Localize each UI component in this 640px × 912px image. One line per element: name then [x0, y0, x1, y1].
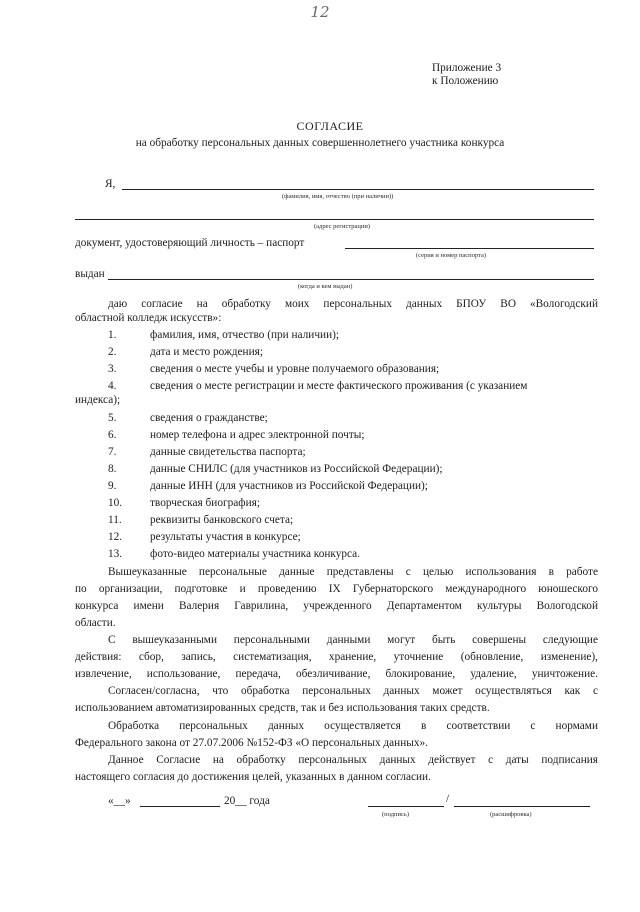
list-item-text: сведения о месте учебы и уровне получаемого образования; — [150, 363, 440, 375]
issued-caption: (когда и кем выдан) — [298, 283, 353, 290]
list-item-text: фото-видео материалы участника конкурса. — [150, 548, 361, 560]
list-item-continuation: индекса); — [75, 394, 121, 406]
list-item-number: 13. — [108, 548, 123, 560]
decode-line[interactable] — [454, 806, 590, 807]
list-item-text: дата и место рождения; — [150, 346, 263, 358]
list-item-text: данные свидетельства паспорта; — [150, 446, 306, 458]
list-item-number: 2. — [108, 346, 117, 358]
list-item-number: 3. — [108, 363, 117, 375]
page-number: 12 — [310, 3, 330, 21]
paragraph-line: действия: сбор, запись, систематизация, хранение, уточнение (обновление, изменение), — [75, 651, 598, 663]
paragraph-line: области. — [75, 617, 116, 629]
i-label: Я, — [105, 178, 116, 190]
issued-line[interactable] — [108, 279, 594, 280]
date-day: «__» — [108, 795, 131, 807]
paragraph-line: Вышеуказанные персональные данные представлены с целью использования в работе — [108, 566, 598, 578]
signature-line[interactable] — [368, 806, 444, 807]
list-item-number: 12. — [108, 531, 123, 543]
list-item-number: 1. — [108, 329, 117, 341]
document-title: СОГЛАСИЕ — [296, 119, 364, 133]
paragraph-line: по организации, подготовке и проведению IX Губернаторского международного юношеского — [75, 583, 598, 595]
date-month-line[interactable] — [140, 806, 220, 807]
list-item-text: результаты участия в конкурсе; — [150, 531, 301, 543]
date-year: 20__ года — [224, 795, 270, 807]
list-item-number: 6. — [108, 429, 117, 441]
decode-caption: (расшифровка) — [490, 811, 532, 818]
address-line[interactable] — [75, 219, 594, 220]
list-item-number: 4. — [108, 380, 117, 392]
consent-intro-line-2: областной колледж искусств»: — [75, 312, 222, 324]
list-item-text: фамилия, имя, отчество (при наличии); — [150, 329, 340, 341]
list-item-number: 5. — [108, 412, 117, 424]
list-item-text: реквизиты банковского счета; — [150, 514, 294, 526]
list-item-text: номер телефона и адрес электронной почты; — [150, 429, 365, 441]
list-item-number: 10. — [108, 497, 123, 509]
list-item-number: 9. — [108, 480, 117, 492]
paragraph-line: Федерального закона от 27.07.2006 №152-ФЗ «О персональных данных». — [75, 737, 428, 749]
passport-caption: (серия и номер паспорта) — [416, 252, 487, 259]
paragraph-line: конкурса имени Валерия Гаврилина, учрежденного Департаментом культуры Вологодской — [75, 600, 598, 612]
address-caption: (адрес регистрации) — [314, 223, 370, 230]
document-subtitle: на обработку персональных данных совершеннолетнего участника конкурса — [135, 137, 505, 149]
list-item-number: 11. — [108, 514, 122, 526]
consent-intro-line-1: даю согласие на обработку моих персональных данных БПОУ ВО «Вологодский — [108, 298, 598, 310]
list-item-text: данные СНИЛС (для участников из Российской Федерации); — [150, 463, 443, 475]
issued-label: выдан — [75, 268, 105, 280]
paragraph-line: извлечение, использование, передача, обезличивание, блокирование, удаление, уничтожение. — [75, 668, 598, 680]
paragraph-line: настоящего согласия до достижения целей, указанных в данном согласии. — [75, 771, 431, 783]
paragraph-line: Обработка персональных данных осуществляется в соответствии с нормами — [108, 720, 598, 732]
paragraph-line: использованием автоматизированных средств, так и без использования таких средств. — [75, 702, 490, 714]
list-item-text: сведения о гражданстве; — [150, 412, 268, 424]
appendix-line-1: Приложение 3 — [432, 62, 502, 74]
appendix-line-2: к Положению — [432, 75, 499, 87]
paragraph-line: Согласен/согласна, что обработка персональных данных может осуществляться как с — [108, 685, 598, 697]
list-item-number: 7. — [108, 446, 117, 458]
appendix-header — [432, 62, 501, 88]
list-item-text: данные ИНН (для участников из Российской Федерации); — [150, 480, 428, 492]
list-item-number: 8. — [108, 463, 117, 475]
paragraph-line: С вышеуказанными персональными данными могут быть совершены следующие — [108, 634, 598, 646]
passport-line[interactable] — [345, 248, 594, 249]
paragraph-line: Данное Согласие на обработку персональных данных действует с даты подписания — [108, 754, 598, 766]
fio-line[interactable] — [122, 189, 594, 190]
fio-caption: (фамилия, имя, отчество (при наличии)) — [282, 193, 394, 200]
list-item-text: творческая биография; — [150, 497, 260, 509]
document-label: документ, удостоверяющий личность – паспорт — [75, 237, 305, 249]
signature-slash: / — [446, 793, 450, 805]
list-item-text: сведения о месте регистрации и месте фактического проживания (с указанием — [150, 380, 528, 392]
signature-caption: (подпись) — [382, 811, 409, 818]
